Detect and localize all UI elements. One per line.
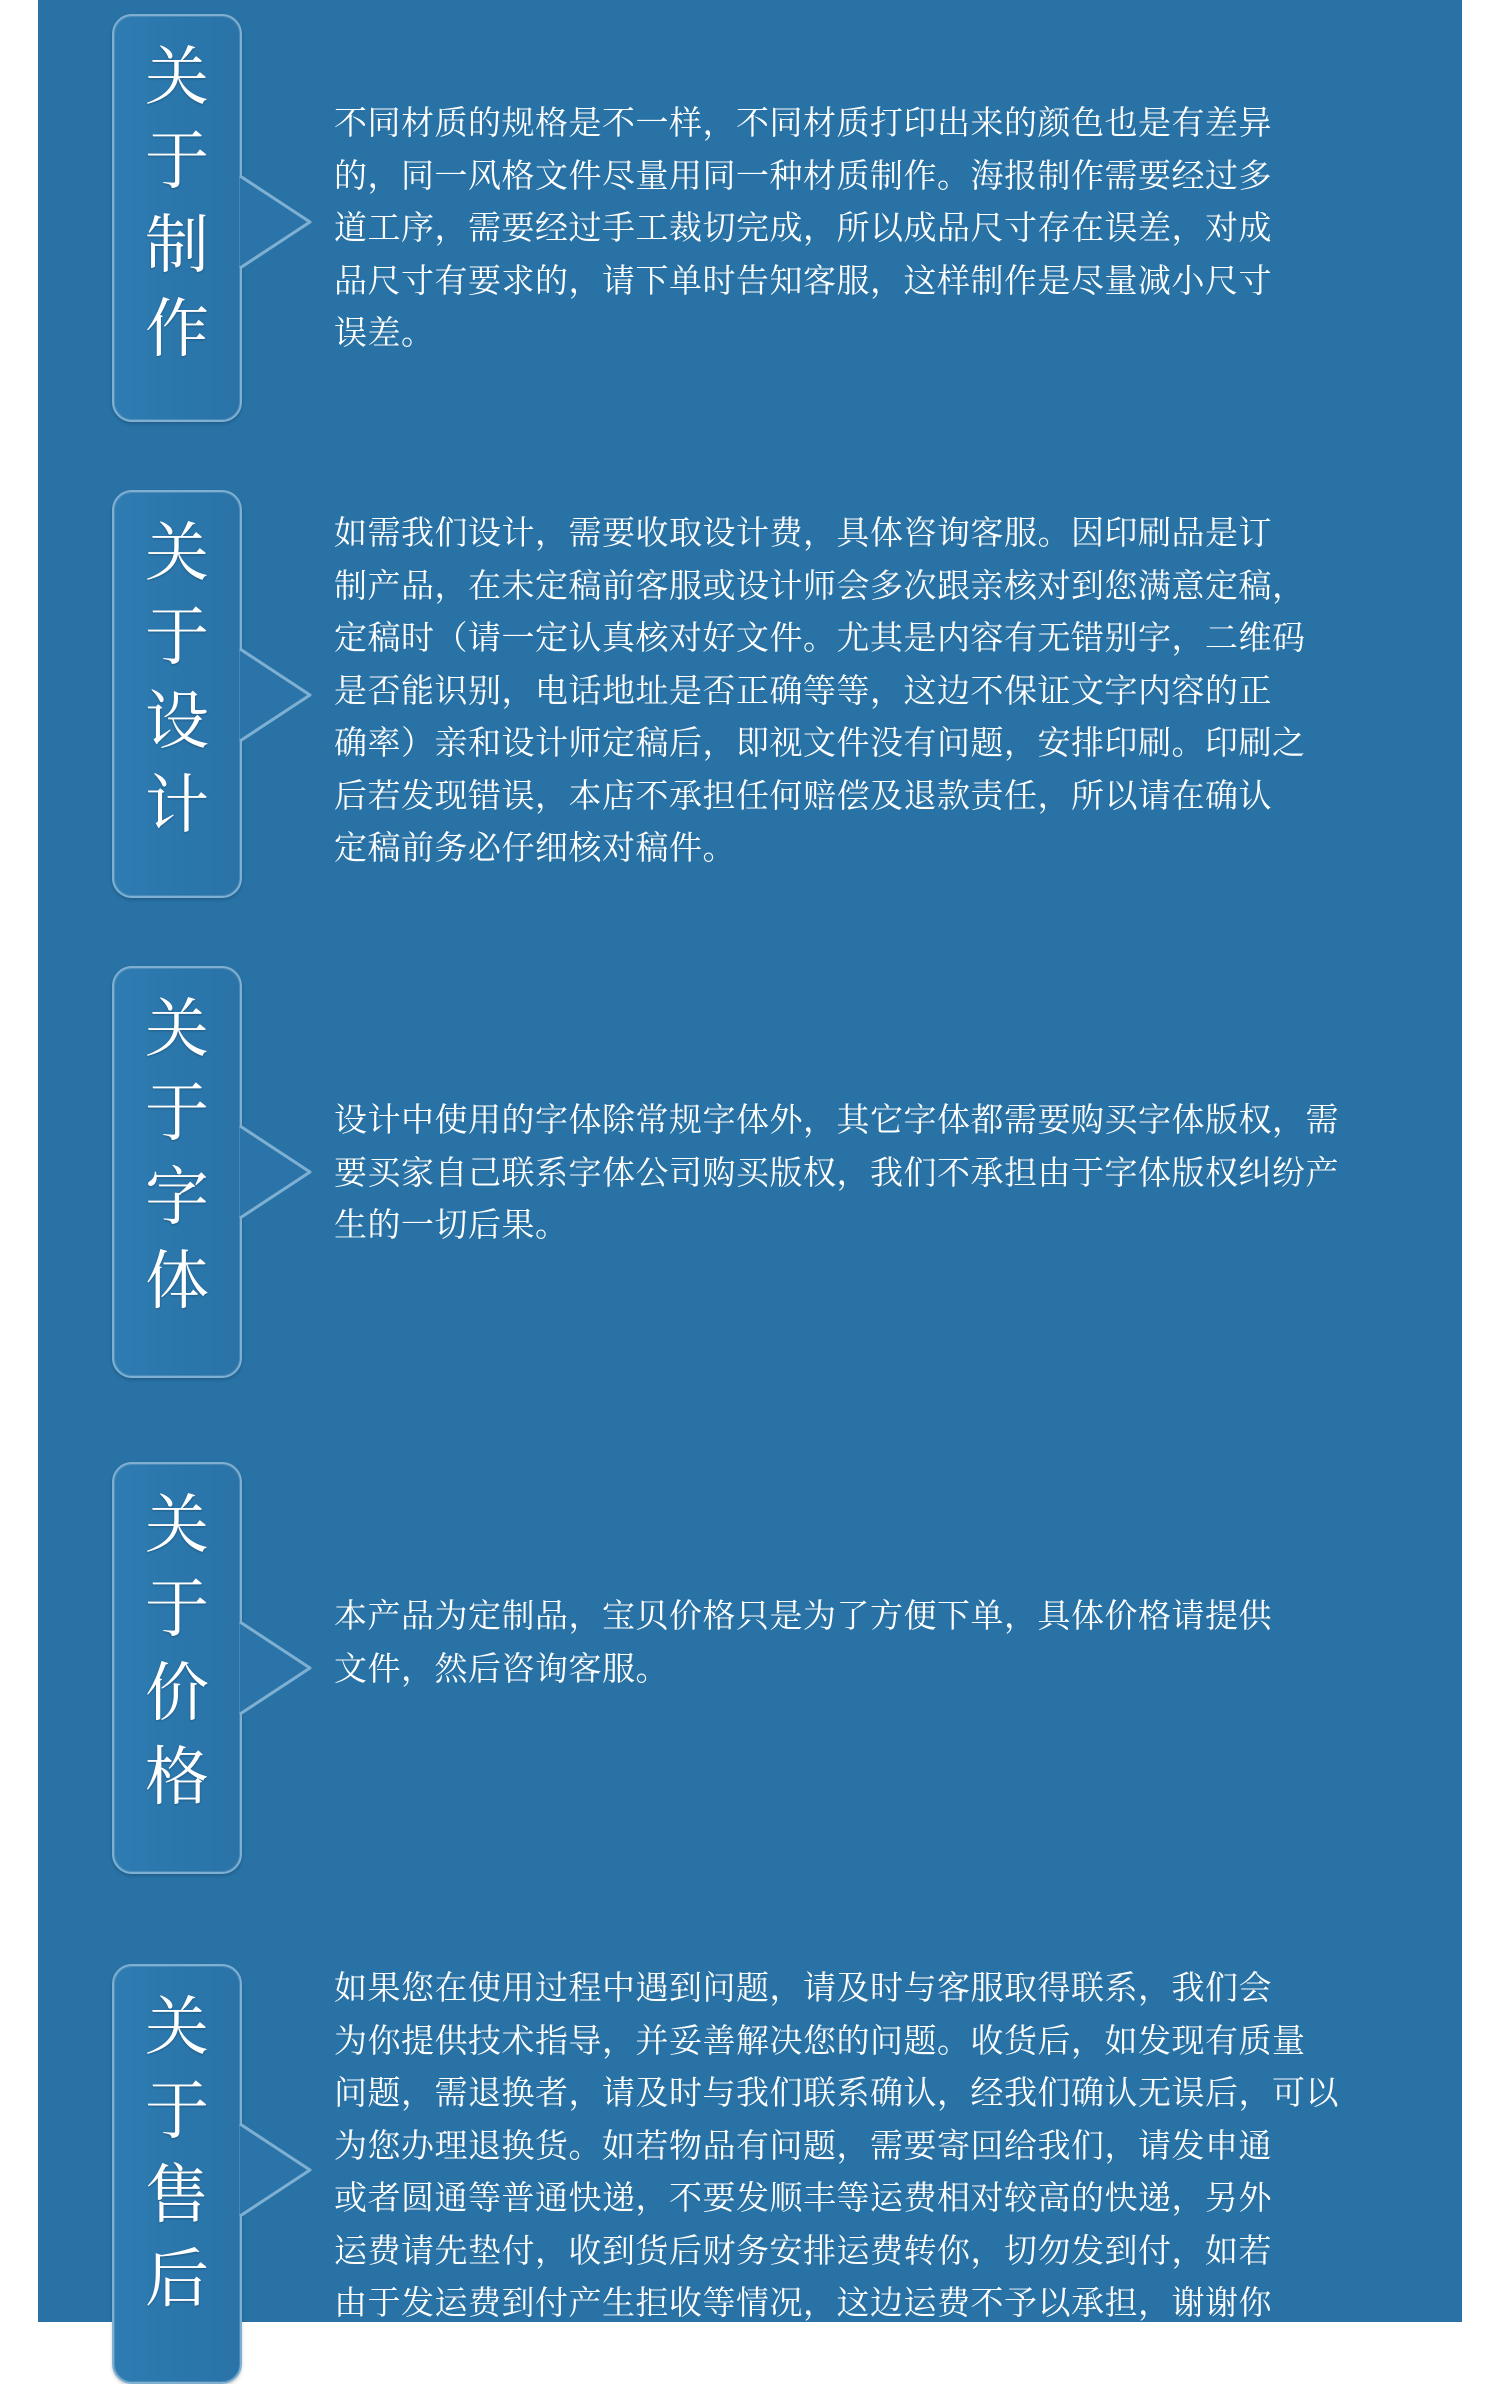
body-line: 要买家自己联系字体公司购买版权，我们不承担由于字体版权纠纷产 <box>334 1152 1339 1192</box>
body-line: 生的一切后果。 <box>334 1205 569 1244</box>
title-char: 后 <box>145 2243 209 2317</box>
section-body <box>334 1590 1454 1695</box>
pointer-arrow-icon <box>238 645 318 745</box>
title-char: 于 <box>145 601 209 675</box>
content-panel <box>38 0 1462 2322</box>
title-char: 于 <box>145 125 209 199</box>
body-line: 确率）亲和设计师定稿后，即视文件没有问题，安排印刷。印刷之 <box>334 723 1306 762</box>
section-title-tab <box>112 1964 242 2384</box>
body-line: 或者圆通等普通快递，不要发顺丰等运费相对较高的快递，另外 <box>334 2178 1272 2217</box>
title-char: 售 <box>145 2159 209 2233</box>
section-body <box>334 97 1454 360</box>
body-line: 由于发运费到付产生拒收等情况，这边运费不予以承担，谢谢你 <box>334 2283 1272 2322</box>
title-char: 设 <box>145 685 209 759</box>
body-line: 定稿时（请一定认真核对好文件。尤其是内容有无错别字，二维码 <box>334 618 1306 657</box>
title-char: 关 <box>145 41 209 115</box>
title-char: 计 <box>145 769 209 843</box>
title-char: 于 <box>145 1573 209 1647</box>
title-char: 字 <box>145 1161 209 1235</box>
title-char: 作 <box>145 293 209 367</box>
pointer-arrow-icon <box>238 172 318 272</box>
body-line: 如果您在使用过程中遇到问题，请及时与客服取得联系，我们会 <box>334 1968 1272 2007</box>
body-line: 运费请先垫付，收到货后财务安排运费转你，切勿发到付，如若 <box>334 2230 1272 2270</box>
body-line: 品尺寸有要求的，请下单时告知客服，这样制作是尽量减小尺寸 <box>334 260 1272 300</box>
section-body <box>334 1962 1454 2330</box>
section-body <box>334 1094 1454 1252</box>
title-char: 关 <box>145 993 209 1067</box>
title-char: 于 <box>145 2075 209 2149</box>
title-char: 关 <box>145 517 209 591</box>
body-line: 的，同一风格文件尽量用同一种材质制作。海报制作需要经过多 <box>334 155 1272 195</box>
body-line: 定稿前务必仔细核对稿件。 <box>334 828 736 867</box>
body-line: 本产品为定制品，宝贝价格只是为了方便下单，具体价格请提供 <box>334 1596 1272 1635</box>
body-line: 如需我们设计，需要收取设计费，具体咨询客服。因印刷品是订 <box>334 513 1272 552</box>
section-title-tab <box>112 14 242 422</box>
title-char: 格 <box>145 1741 209 1815</box>
body-line: 后若发现错误，本店不承担任何赔偿及退款责任，所以请在确认 <box>334 775 1272 815</box>
section-body <box>334 507 1454 875</box>
body-line: 为你提供技术指导，并妥善解决您的问题。收货后，如发现有质量 <box>334 2020 1306 2060</box>
section-title-tab <box>112 966 242 1378</box>
body-line: 为您办理退换货。如若物品有问题，需要寄回给我们，请发申通 <box>334 2125 1272 2165</box>
body-line: 设计中使用的字体除常规字体外，其它字体都需要购买字体版权，需 <box>334 1100 1339 1139</box>
title-char: 关 <box>145 1489 209 1563</box>
section-title-tab <box>112 490 242 898</box>
pointer-arrow-icon <box>238 1122 318 1222</box>
title-char: 制 <box>145 209 209 283</box>
title-char: 关 <box>145 1991 209 2065</box>
body-line: 不同材质的规格是不一样，不同材质打印出来的颜色也是有差异 <box>334 103 1272 142</box>
title-char: 价 <box>145 1657 209 1731</box>
title-char: 于 <box>145 1077 209 1151</box>
section-title-tab <box>112 1462 242 1874</box>
pointer-arrow-icon <box>238 1618 318 1718</box>
body-line: 制产品，在未定稿前客服或设计师会多次跟亲核对到您满意定稿， <box>334 565 1306 605</box>
pointer-arrow-icon <box>238 2120 318 2220</box>
body-line: 是否能识别，电话地址是否正确等等，这边不保证文字内容的正 <box>334 670 1272 710</box>
body-line: 误差。 <box>334 313 435 352</box>
title-char: 体 <box>145 1245 209 1319</box>
body-line: 文件，然后咨询客服。 <box>334 1648 669 1688</box>
body-line: 问题，需退换者，请及时与我们联系确认，经我们确认无误后，可以 <box>334 2073 1339 2112</box>
body-line: 道工序，需要经过手工裁切完成，所以成品尺寸存在误差，对成 <box>334 208 1272 247</box>
